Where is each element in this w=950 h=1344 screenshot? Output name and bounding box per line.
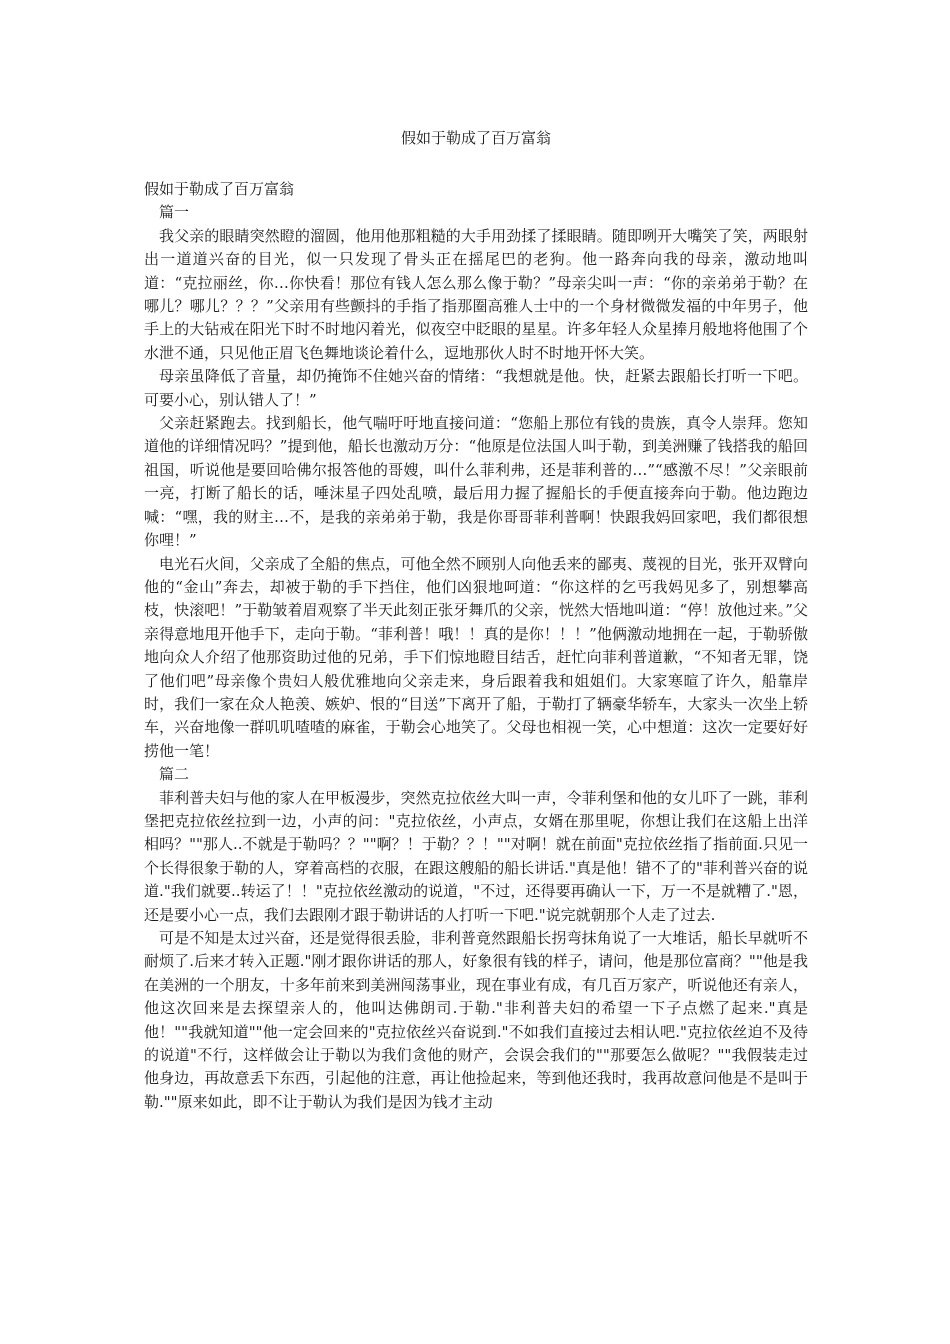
paragraph-1-1: 我父亲的眼睛突然瞪的溜圆，他用他那粗糙的大手用劲揉了揉眼睛。随即咧开大嘴笑了笑，两眼射出一道道兴奋的目光，似一只发现了骨头正在摇尾巴的老狗。他一路奔向我的母亲，激动地叫道：“克拉丽丝，你…你快看！那位有钱人怎么那么像于勒？”母亲尖叫一声：“你的亲弟弟于勒？在哪儿？哪儿？？？”父亲用有些颤抖的手指了指那圈高雅人士中的一个身材微微发福的中年男子，他手上的大钻戒在阳光下时不时地闪着光，似夜空中眨眼的星星。许多年轻人众星捧月般地将他围了个水泄不通，只见他正眉飞色舞地谈论着什么，逗地那伙人时不时地开怀大笑。 <box>144 226 808 362</box>
paragraph-2-2: 可是不知是太过兴奋，还是觉得很丢脸，非利普竟然跟船长拐弯抹角说了一大堆话，船长早就听不耐烦了.后来才转入正题."刚才跟你讲话的那人，好象很有钱的样子，请问，他是那位富商？""他是我在美洲的一个朋友，十多年前来到美洲闯荡事业，现在事业有成，有几百万家产，听说他还有亲人，他这次回来是去探望亲人的，他叫达佛朗司.于勒."非利普夫妇的希望一下子点燃了起来."真是他！""我就知道""他一定会回来的"克拉依丝兴奋说到."不如我们直接过去相认吧."克拉依丝迫不及待的说道"不行，这样做会让于勒以为我们贪他的财产，会误会我们的""那要怎么做呢？""我假装走过他身边，再故意丢下东西，引起他的注意，再让他捡起来，等到他还我时，我再故意问他是不是叫于勒.""原来如此，即不让于勒认为我们是因为钱才主动 <box>144 929 808 1111</box>
document-body <box>144 178 808 1114</box>
paragraph-1-2: 母亲虽降低了音量，却仍掩饰不住她兴奋的情绪：“我想就是他。快，赶紧去跟船长打听一下吧。可要小心，别认错人了！” <box>144 367 808 409</box>
section-heading-1: 篇一 <box>159 203 190 222</box>
paragraph-1-4: 电光石火间，父亲成了全船的焦点，可他全然不顾别人向他丢来的鄙夷、蔑视的目光，张开双臂向他的“金山”奔去，却被于勒的手下挡住，他们凶狠地呵道：“你这样的乞丐我妈见多了，别想攀高枝，快滚吧！”于勒皱着眉观察了半天此刻正张牙舞爪的父亲，恍然大悟地叫道：“停！放他过来。”父亲得意地甩开他手下，走向于勒。“菲利普！哦！！真的是你！！！”他俩激动地拥在一起，于勒骄傲地向众人介绍了他那资助过他的兄弟，手下们惊地瞪目结舌，赶忙向菲利普道歉，“不知者无罪，饶了他们吧”母亲像个贵妇人般优雅地向父亲走来，身后跟着我和姐姐们。大家寒暄了许久，船靠岸时，我们一家在众人艳羡、嫉妒、恨的“目送”下离开了船，于勒打了辆豪华轿车，大家头一次坐上轿车，兴奋地像一群叽叽喳喳的麻雀，于勒会心地笑了。父母也相视一笑，心中想道：这次一定要好好捞他一笔！ <box>144 554 808 760</box>
paragraph-2-1: 菲利普夫妇与他的家人在甲板漫步，突然克拉依丝大叫一声，令菲利堡和他的女儿吓了一跳，菲利堡把克拉依丝拉到一边，小声的问："克拉依丝，小声点，女婿在那里呢，你想让我们在这船上出洋相吗？""那人..不就是于勒吗？？""啊？！于勒？？！""对啊！就在前面"克拉依丝指了指前面.只见一个长得很象于勒的人，穿着高档的衣服，在跟这艘船的船长讲话."真是他！错不了的"菲利普兴奋的说道."我们就要..转运了！！"克拉依丝激动的说道，"不过，还得要再确认一下，万一不是就糟了."恩，还是要小心一点，我们去跟刚才跟于勒讲话的人打听一下吧."说完就朝那个人走了过去. <box>144 788 808 924</box>
paragraph-1-3: 父亲赶紧跑去。找到船长，他气喘吁吁地直接问道：“您船上那位有钱的贵族，真令人崇拜。您知道他的详细情况吗？”提到他，船长也激动万分：“他原是位法国人叫于勒，到美洲赚了钱搭我的船回祖国，听说他是要回哈佛尔报答他的哥嫂，叫什么菲利弗，还是菲利普的…”“感激不尽！”父亲眼前一亮，打断了船长的话，唾沫星子四处乱喷，最后用力握了握船长的手便直接奔向于勒。他边跑边喊：“嘿，我的财主…不，是我的亲弟弟于勒，我是你哥哥菲利普啊！快跟我妈回家吧，我们都很想你哩！” <box>144 414 808 550</box>
section-heading-2: 篇二 <box>159 765 190 784</box>
document-subtitle: 假如于勒成了百万富翁 <box>144 180 295 198</box>
document-title: 假如于勒成了百万富翁 <box>400 129 551 147</box>
